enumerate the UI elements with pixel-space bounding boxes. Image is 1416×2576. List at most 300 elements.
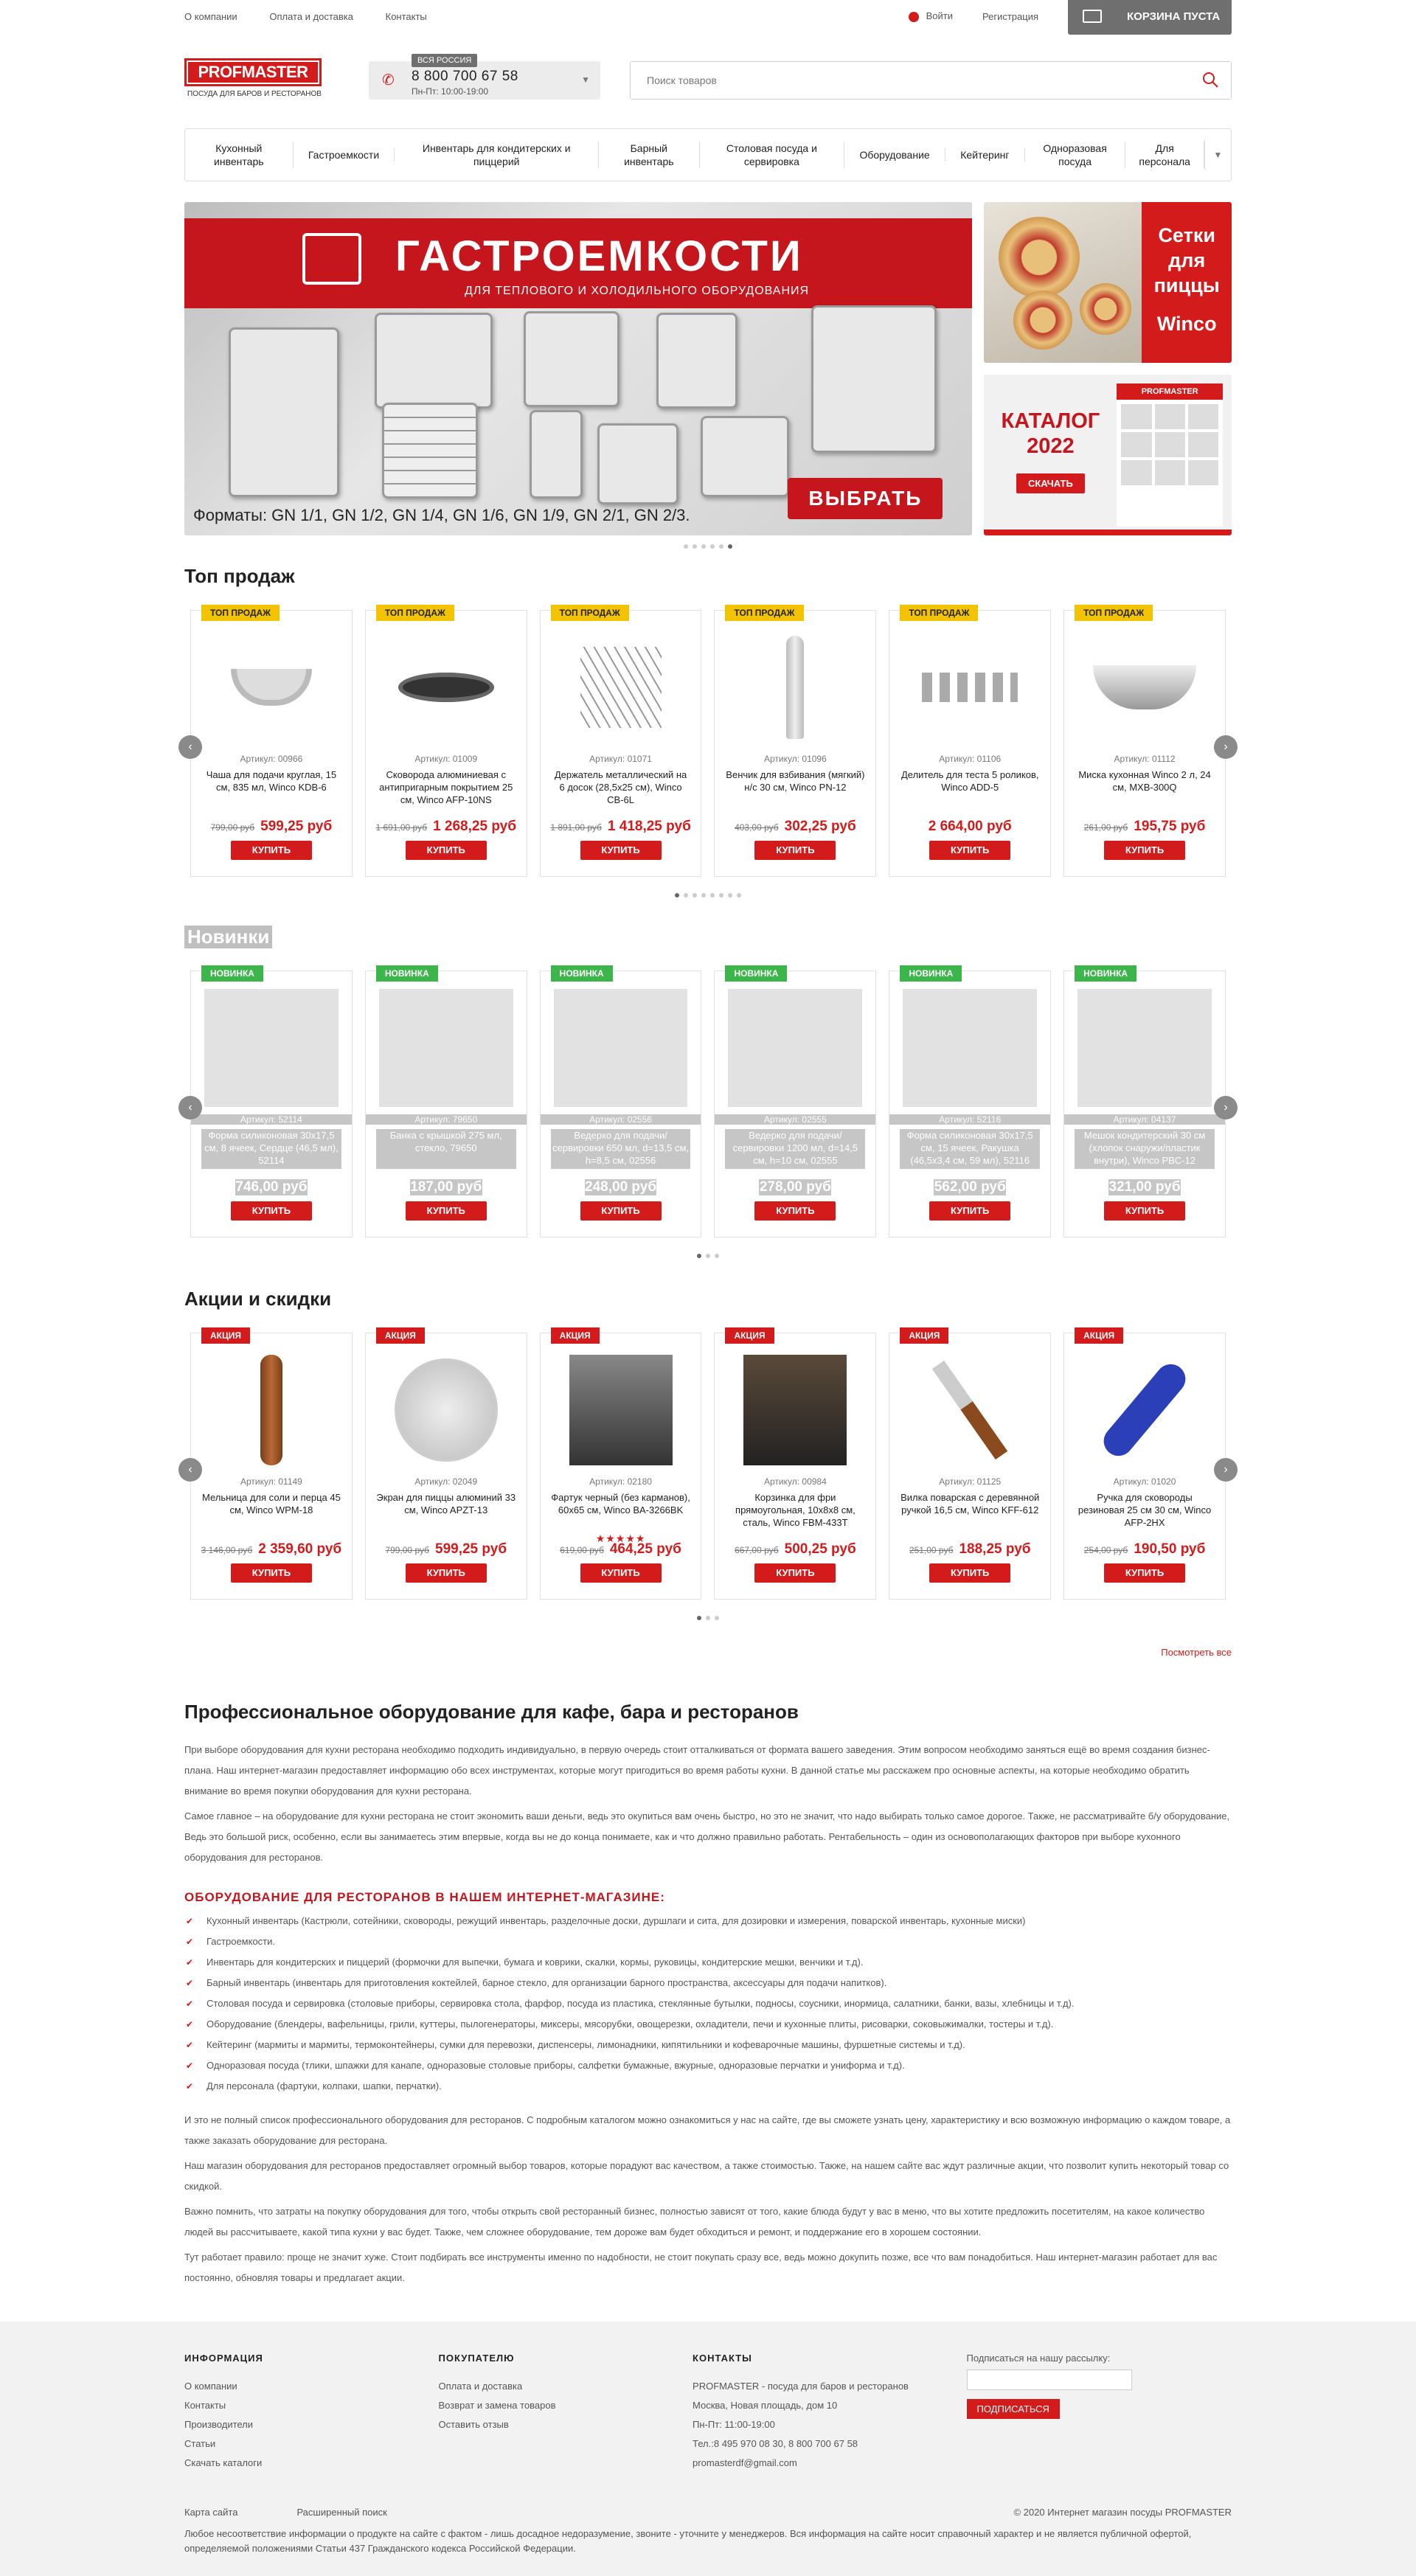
product-name[interactable]: Держатель металлический на 6 досок (28,5х25 см), Winco CB-6L (554, 769, 687, 805)
next-arrow-icon[interactable]: › (1214, 1096, 1238, 1119)
banner-subtitle: ДЛЯ ТЕПЛОВОГО И ХОЛОДИЛЬНОГО ОБОРУДОВАНИЯ (465, 285, 810, 297)
product-article: Артикул: 52114 (191, 1114, 352, 1125)
nav-more-icon[interactable]: ▼ (1204, 140, 1231, 170)
contact-line[interactable]: promasterdf@gmail.com (693, 2457, 797, 2468)
top-sales-row (184, 610, 1232, 877)
buy-button[interactable]: КУПИТЬ (406, 841, 487, 860)
dot[interactable] (710, 893, 715, 898)
dot[interactable] (701, 893, 706, 898)
product-price (889, 819, 1050, 835)
product-tag: АКЦИЯ (725, 1327, 774, 1344)
subscribe-button[interactable]: ПОДПИСАТЬСЯ (967, 2399, 1060, 2419)
current-price: 302,25 руб (784, 819, 856, 834)
product-image[interactable] (1077, 1351, 1212, 1469)
product-price (191, 1541, 352, 1558)
buy-button[interactable]: КУПИТЬ (1104, 841, 1185, 860)
product-article: Артикул: 01149 (240, 1476, 302, 1487)
product-card[interactable] (365, 1330, 527, 1600)
product-card[interactable] (889, 968, 1051, 1237)
product-card[interactable] (714, 610, 876, 877)
about-paragraph: Важно помнить, что затраты на покупку оборудования для того, чтобы открыть свой ресторанный бизнес, полностью зависят от того, какие блюда будут у вас в меню, что вы хотите предложить посетителям, на какое количество людей вы рассчитываете, какой типа кухни у вас будет. Также, чем сложнее оборудование, тем дороже вам будет обходиться и ремонт, и поддержание его в хорошем состоянии. (184, 2206, 1205, 2237)
phone-block[interactable] (369, 56, 600, 100)
product-name[interactable]: Фартук черный (без карманов), 60х65 см, Winco BA-3266BK (551, 1492, 690, 1516)
product-image[interactable] (204, 1351, 339, 1469)
product-price (410, 1179, 482, 1195)
login-label: Войти (926, 10, 953, 22)
product-tag: АКЦИЯ (376, 1327, 425, 1344)
product-card[interactable] (714, 1330, 876, 1600)
product-price (1064, 819, 1225, 835)
product-tag: ТОП ПРОДАЖ (551, 605, 629, 621)
nav-catering[interactable]: Кейтеринг (945, 148, 1025, 162)
product-article: Артикул: 01112 (1114, 754, 1176, 764)
promo-pizza-screens[interactable] (984, 202, 1232, 363)
dot[interactable] (693, 893, 697, 898)
buy-button[interactable]: КУПИТЬ (580, 1563, 662, 1583)
about-title: Профессиональное оборудование для кафе, бара и ресторанов (184, 1701, 799, 1723)
current-price: 500,25 руб (784, 1541, 856, 1557)
nav-equipment[interactable]: Оборудование (844, 148, 945, 162)
product-tag: АКЦИЯ (551, 1327, 600, 1344)
product-tag: НОВИНКА (725, 965, 787, 982)
product-card[interactable] (540, 610, 702, 877)
product-article: Артикул: 79650 (366, 1114, 527, 1125)
buy-button[interactable]: КУПИТЬ (231, 841, 312, 860)
current-price: 321,00 руб (1108, 1179, 1181, 1195)
list-item: ✔ Для персонала (фартуки, колпаки, шапки, перчатки). (184, 2076, 1232, 2097)
product-card[interactable] (1063, 968, 1226, 1237)
product-article: Артикул: 04137 (1064, 1114, 1225, 1125)
about-paragraph: Самое главное – на оборудование для кухни ресторана не стоит экономить ваши деньги, ведь это окупиться вам очень быстро, но это не значит, что надо выбирать только самое дорогое. Также, не рассматривайте б/у оборудование, Ведь это большой риск, особенно, если вы занимаетесь этим впервые, когда вы не до конца понимаете, как и что должно правильно работать. Рентабельность – один из основополагающих факторов при выборе кухонного оборудования для ресторанов. (184, 1811, 1230, 1863)
logo-tagline: ПОСУДА ДЛЯ БАРОВ И РЕСТОРАНОВ (187, 90, 322, 98)
search-input[interactable] (631, 62, 1231, 99)
product-name[interactable]: Чаша для подачи круглая, 15 см, 835 мл, Winco KDB-6 (206, 769, 337, 793)
dot[interactable] (719, 893, 723, 898)
product-tag: ТОП ПРОДАЖ (900, 605, 978, 621)
product-image[interactable] (379, 1351, 513, 1469)
product-article: Артикул: 00984 (764, 1476, 827, 1487)
pan-image (229, 327, 339, 497)
product-price (934, 1179, 1006, 1195)
prev-arrow-icon[interactable]: ‹ (178, 1458, 202, 1482)
product-name[interactable]: Корзинка для фри прямоугольная, 10х8х8 см, сталь, Winco FBM-433T (735, 1492, 856, 1528)
buy-button[interactable]: КУПИТЬ (231, 1563, 312, 1583)
product-tag: НОВИНКА (201, 965, 263, 982)
dot-active[interactable] (728, 544, 732, 549)
rating-stars: ★★★★★ (595, 1532, 646, 1544)
product-image[interactable] (903, 1351, 1037, 1469)
dot[interactable] (737, 893, 741, 898)
cart-icon (1083, 10, 1102, 23)
product-name[interactable]: Сковорода алюминиевая с антипригарным покрытием 25 см, Winco AFP-10NS (379, 769, 513, 805)
product-card[interactable] (714, 968, 876, 1237)
dot[interactable] (684, 893, 688, 898)
footer-info (184, 2353, 439, 2473)
product-price (541, 819, 701, 835)
sale-row (184, 1330, 1232, 1600)
product-name[interactable]: Ведерко для подачи/сервировки 650 мл, d=13,5 см, h=8,5 см, 02556 (551, 1129, 691, 1169)
old-price: 619,00 руб (560, 1545, 604, 1555)
prev-arrow-icon[interactable]: ‹ (178, 1096, 202, 1119)
equipment-list (184, 1911, 1232, 2097)
product-image[interactable] (728, 1351, 862, 1469)
download-catalog-button[interactable]: СКАЧАТЬ (1016, 473, 1085, 493)
product-price (715, 819, 875, 835)
advanced-search-link[interactable]: Расширенный поиск (296, 2507, 387, 2518)
register-link[interactable]: Регистрация (982, 10, 1038, 22)
buy-button[interactable]: КУПИТЬ (1104, 1563, 1185, 1583)
footer-buyer (439, 2353, 693, 2473)
product-image[interactable] (1077, 628, 1212, 746)
footer-link[interactable]: Возврат и замена товаров (438, 2400, 556, 2411)
banner-formats: Форматы: GN 1/1, GN 1/2, GN 1/4, GN 1/6, GN 1/9, GN 2/1, GN 2/3. (193, 506, 690, 524)
product-tag: ТОП ПРОДАЖ (376, 605, 454, 621)
cart-button[interactable] (1068, 0, 1232, 35)
top-links (184, 11, 457, 22)
next-arrow-icon[interactable]: › (1214, 735, 1238, 759)
product-card[interactable] (1063, 610, 1226, 877)
new-row (184, 968, 1232, 1237)
phone-number: 8 800 700 67 58 (412, 69, 518, 84)
product-tag: НОВИНКА (551, 965, 613, 982)
footer-bottom (184, 2507, 1232, 2518)
product-tag: НОВИНКА (1075, 965, 1136, 982)
promo1-text (1142, 202, 1232, 363)
product-name[interactable]: Форма силиконовая 30х17,5 см, 8 ячеек, Сердце (46,5 мл), 52114 (201, 1129, 341, 1169)
product-article: Артикул: 01020 (1113, 1476, 1176, 1487)
current-price: 2 359,60 руб (258, 1541, 342, 1557)
pan-image (530, 410, 583, 499)
promo-catalog[interactable] (984, 375, 1232, 535)
buy-button[interactable]: КУПИТЬ (1104, 1201, 1185, 1221)
contact-line: Пн-Пт: 11:00-19:00 (693, 2419, 775, 2430)
current-price: 599,25 руб (435, 1541, 507, 1557)
catalog-year: 2022 (1027, 434, 1075, 458)
footer-link[interactable]: Статьи (184, 2438, 216, 2449)
product-price (541, 1541, 701, 1558)
old-price: 254,00 руб (1083, 1545, 1128, 1555)
current-price: 746,00 руб (235, 1179, 308, 1195)
sale-dots (184, 1616, 1232, 1620)
product-image[interactable] (728, 989, 862, 1107)
product-card[interactable] (889, 610, 1051, 877)
region-badge: ВСЯ РОССИЯ (412, 54, 477, 67)
dot[interactable] (701, 544, 706, 549)
banner-dots (184, 544, 1232, 549)
buy-button[interactable]: КУПИТЬ (406, 1201, 487, 1221)
footer-link[interactable]: Оплата и доставка (438, 2381, 523, 2392)
current-price: 464,25 руб (609, 1541, 681, 1557)
dot-active[interactable] (697, 1254, 701, 1258)
current-price: 562,00 руб (934, 1179, 1006, 1195)
old-price: 1 691,00 руб (375, 822, 428, 833)
category-nav (184, 128, 1232, 181)
product-article: Артикул: 52116 (889, 1114, 1050, 1125)
footer-heading: ИНФОРМАЦИЯ (184, 2353, 263, 2364)
new-title: Новинки (184, 926, 272, 948)
buy-button[interactable]: КУПИТЬ (580, 841, 662, 860)
product-name[interactable]: Мешок кондитерский 30 см (хлопок снаружи/пластик внутри), Winco PBC-12 (1075, 1129, 1215, 1169)
product-image[interactable] (1077, 989, 1212, 1107)
search-box (630, 61, 1232, 100)
footer-link[interactable]: Контакты (184, 2400, 226, 2411)
buy-button[interactable]: КУПИТЬ (231, 1201, 312, 1221)
product-image[interactable] (554, 989, 688, 1107)
product-price (889, 1541, 1050, 1558)
current-price: 195,75 руб (1134, 819, 1206, 834)
contact-line: PROFMASTER - посуда для баров и ресторанов (693, 2381, 909, 2392)
product-tag: АКЦИЯ (900, 1327, 948, 1344)
subscribe-label: Подписаться на нашу рассылку: (966, 2353, 1111, 2364)
catalog-preview (1117, 383, 1223, 527)
product-card[interactable] (1063, 1330, 1226, 1600)
product-article: Артикул: 02555 (715, 1114, 875, 1125)
product-tag: НОВИНКА (376, 965, 438, 982)
product-image[interactable] (204, 628, 339, 746)
product-price (235, 1179, 308, 1195)
top-sales-title: Топ продаж (184, 565, 295, 587)
current-price: 248,00 руб (585, 1179, 657, 1195)
dot[interactable] (728, 893, 732, 898)
product-price (1108, 1179, 1181, 1195)
top-bar (0, 0, 1416, 32)
product-image[interactable] (903, 628, 1037, 746)
list-item: ✔ Кухонный инвентарь (Кастрюли, сотейники, сковороды, режущий инвентарь, разделочные доски, дуршлаги и сита, для дозировки и измерения, поварской инвентарь, кухонные миски) (184, 1911, 1232, 1931)
product-price (366, 1541, 527, 1558)
dot[interactable] (715, 1254, 719, 1258)
current-price: 1 268,25 руб (433, 819, 516, 834)
dot[interactable] (715, 1616, 719, 1620)
product-name[interactable]: Мельница для соли и перца 45 см, Winco WPM-18 (201, 1492, 341, 1516)
dot[interactable] (706, 1616, 710, 1620)
product-name[interactable]: Делитель для теста 5 роликов, Winco ADD-5 (900, 769, 1039, 793)
product-name[interactable]: Миска кухонная Winco 2 л, 24 см, MXB-300Q (1078, 769, 1211, 793)
dot[interactable] (719, 544, 723, 549)
hero (184, 202, 1232, 535)
main-banner[interactable] (184, 202, 972, 535)
old-price: 1 891,00 руб (550, 822, 602, 833)
promo1-brand: Winco (1156, 313, 1217, 335)
product-price (191, 819, 352, 835)
current-price: 188,25 руб (959, 1541, 1031, 1557)
old-price: 403,00 руб (735, 822, 779, 833)
next-arrow-icon[interactable]: › (1214, 1458, 1238, 1482)
current-price: 278,00 руб (759, 1179, 831, 1195)
product-name[interactable]: Венчик для взбивания (мягкий) н/с 30 см, Winco PN-12 (726, 769, 865, 793)
copyright: © 2020 Интернет магазин посуды PROFMASTER (1013, 2507, 1232, 2518)
product-article: Артикул: 02049 (414, 1476, 478, 1487)
footer-link[interactable]: Оставить отзыв (438, 2419, 509, 2430)
pan-image (656, 313, 738, 409)
list-item: ✔ Гастроемкости. (184, 1931, 1232, 1952)
current-price: 187,00 руб (410, 1179, 482, 1195)
product-card[interactable] (190, 968, 353, 1237)
logo-text: PROFMASTER (184, 58, 322, 86)
pan-image (597, 423, 678, 504)
contact-line: Тел.:8 495 970 08 30, 8 800 700 67 58 (693, 2438, 858, 2449)
prev-arrow-icon[interactable]: ‹ (178, 735, 202, 759)
top-dots (184, 893, 1232, 898)
about-paragraph: Наш магазин оборудования для ресторанов предоставляет огромный выбор товаров, которые порадуют вас качеством, а также стоимостью. Также, на нашем сайте вас ждут различные акции, что позволит купить некоторый товар со скидкой. (184, 2160, 1229, 2192)
phone-icon: ✆ (382, 72, 395, 88)
product-name[interactable]: Ручка для сковороды резиновая 25 см 30 см, Winco AFP-2HX (1077, 1492, 1212, 1528)
catalog-title: КАТАЛОГ (1001, 409, 1100, 433)
old-price: 261,00 руб (1083, 822, 1128, 833)
current-price: 190,50 руб (1134, 1541, 1206, 1557)
nav-tableware[interactable]: Столовая посуда и сервировка (700, 142, 845, 168)
dot[interactable] (693, 544, 697, 549)
user-icon (909, 12, 919, 22)
product-card[interactable] (190, 610, 353, 877)
sitemap-link[interactable]: Карта сайта (184, 2507, 238, 2518)
buy-button[interactable]: КУПИТЬ (929, 1563, 1010, 1583)
dot-active[interactable] (697, 1616, 701, 1620)
product-price (366, 819, 527, 835)
buy-button[interactable]: КУПИТЬ (754, 1201, 836, 1221)
footer-link[interactable]: Скачать каталоги (184, 2457, 263, 2468)
product-article: Артикул: 00966 (240, 754, 303, 764)
product-article: Артикул: 01071 (589, 754, 652, 764)
product-tag: НОВИНКА (900, 965, 962, 982)
search-icon[interactable] (1201, 71, 1219, 88)
link-payment[interactable]: Оплата и доставка (269, 10, 353, 22)
product-article: Артикул: 01125 (939, 1476, 1002, 1487)
footer-link[interactable]: Производители (184, 2419, 254, 2430)
product-tag: АКЦИЯ (201, 1327, 250, 1344)
current-price: 2 664,00 руб (928, 819, 1012, 834)
catalog-preview-logo: PROFMASTER (1117, 383, 1223, 400)
cart-label: КОРЗИНА ПУСТА (1127, 10, 1221, 23)
product-card[interactable] (540, 968, 702, 1237)
product-tag: ТОП ПРОДАЖ (201, 605, 280, 621)
buy-button[interactable]: КУПИТЬ (580, 1201, 662, 1221)
dot[interactable] (684, 544, 688, 549)
nav-disposable[interactable]: Одноразовая посуда (1025, 142, 1126, 168)
new-dots (184, 1254, 1232, 1258)
banner-title: ГАСТРОЕМКОСТИ (395, 232, 803, 280)
about-paragraph: И это не полный список профессионального оборудования для ресторанов. С подробным каталогом можно ознакомиться у нас на сайте, где вы сможете узнать цену, характеристику и всю возможную информацию о каждом товаре, а также заказать оборудование для ресторана. (184, 2114, 1231, 2146)
side-promos (984, 202, 1232, 535)
product-name[interactable]: Экран для пиццы алюминий 33 см, Winco APZT-13 (376, 1492, 516, 1516)
product-card[interactable] (540, 1330, 702, 1600)
list-item: ✔ Барный инвентарь (инвентарь для приготовления коктейлей, барное стекло, для организации барного пространства, аксессуары для подачи напитков). (184, 1973, 1232, 1993)
product-image[interactable] (379, 989, 513, 1107)
footer-heading: КОНТАКТЫ (693, 2353, 752, 2364)
footer-disclaimer: Любое несоответствие информации о продукте на сайте с фактом - лишь досадное недоразумение, звоните - уточните у менеджеров. Вся информация на сайте носит справочный характер и не является публичной офертой, определяемой положениями Статьи 437 Гражданского кодекса Российской Федерации. (184, 2528, 1192, 2554)
product-card[interactable] (190, 1330, 353, 1600)
gastro-icon (302, 233, 361, 285)
promo1-line2: для (1168, 249, 1206, 271)
product-image[interactable] (554, 628, 688, 746)
old-price: 3 146,00 руб (201, 1545, 253, 1555)
about-section (184, 1701, 1232, 2288)
pan-image (382, 403, 478, 499)
dot-active[interactable] (675, 893, 679, 898)
link-contacts[interactable]: Контакты (385, 10, 427, 22)
pizza-shape (1013, 291, 1072, 350)
product-image[interactable] (728, 628, 862, 746)
sale-title: Акции и скидки (184, 1288, 332, 1310)
product-tag: АКЦИЯ (1075, 1327, 1123, 1344)
product-image[interactable] (204, 989, 339, 1107)
list-item: ✔ Кейтеринг (мармиты и мармиты, термоконтейнеры, сумки для перевозки, диспенсеры, лимонадники, кипятильники и кофеварочные машины, фуршетные системы и т.д). (184, 2035, 1232, 2055)
pizza-image (984, 202, 1142, 363)
old-price: 799,00 руб (385, 1545, 429, 1555)
buy-button[interactable]: КУПИТЬ (406, 1563, 487, 1583)
footer (0, 2322, 1416, 2576)
list-item: ✔ Одноразовая посуда (тлики, шпажки для канапе, одноразовые столовые приборы, салфетки бумажные, вжурные, одноразовые перчатки и униформа и т.д). (184, 2055, 1232, 2076)
product-article: Артикул: 02556 (541, 1114, 701, 1125)
current-price: 1 418,25 руб (607, 819, 691, 834)
buy-button[interactable]: КУПИТЬ (929, 841, 1010, 860)
product-article: Артикул: 01096 (764, 754, 827, 764)
product-image[interactable] (379, 628, 513, 746)
product-card[interactable] (889, 1330, 1051, 1600)
product-price (759, 1179, 831, 1195)
old-price: 799,00 руб (210, 822, 255, 833)
product-article: Артикул: 01009 (414, 754, 478, 764)
product-card[interactable] (365, 610, 527, 877)
nav-gastro[interactable]: Гастроемкости (294, 148, 395, 162)
old-price: 251,00 руб (909, 1545, 954, 1555)
link-about[interactable]: О компании (184, 10, 237, 22)
footer-link[interactable]: О компании (184, 2381, 237, 2392)
work-hours: Пн-Пт: 10:00-19:00 (412, 86, 489, 97)
login-link[interactable] (909, 10, 953, 22)
subscribe-email-input[interactable] (967, 2370, 1132, 2390)
about-paragraph: При выборе оборудования для кухни ресторана необходимо подходить индивидуально, в первую очередь стоит отталкиваться от формата вашего заведения. Этим вопросом необходимо заняться ещё во время создания бизнес-плана. Наш интернет-магазин предоставляет информацию обо всех инструментах, которые могут пригодиться во время работы кухни. В данной статье мы расскажем про основные аспекты, на которые необходимо обратить внимание во время покупки оборудования для кухни ресторана. (184, 1744, 1210, 1796)
catalog-preview-grid (1117, 400, 1223, 490)
contact-line: Москва, Новая площадь, дом 10 (693, 2400, 838, 2411)
product-name[interactable]: Банка с крышкой 275 мл, стекло, 79650 (376, 1129, 516, 1169)
nav-kitchen[interactable]: Кухонный инвентарь (185, 142, 294, 168)
product-name[interactable]: Ведерко для подачи/сервировки 1200 мл, d=14,5 см, h=10 см, 02555 (725, 1129, 865, 1169)
dot[interactable] (710, 544, 715, 549)
product-tag: ТОП ПРОДАЖ (725, 605, 803, 621)
buy-button[interactable]: КУПИТЬ (754, 1563, 836, 1583)
product-image[interactable] (554, 1351, 688, 1469)
product-card[interactable] (365, 968, 527, 1237)
list-item: ✔ Столовая посуда и сервировка (столовые приборы, сервировка стола, фарфор, посуда из пластика, стеклянные бутылки, подносы, соусники, инормица, салатники, банки, вазы, хлебницы и т.д). (184, 1993, 1232, 2014)
product-image[interactable] (903, 989, 1037, 1107)
list-item: ✔ Инвентарь для кондитерских и пиццерий (формочки для выпечки, бумага и коврики, скалки, кормы, руковицы, кондитерские мешки, венчики и т.д). (184, 1952, 1232, 1973)
product-article: Артикул: 01106 (939, 754, 1002, 764)
footer-contacts (693, 2353, 966, 2473)
buy-button[interactable]: КУПИТЬ (754, 841, 836, 860)
pizza-shape (1080, 283, 1131, 335)
pizza-shape (999, 217, 1080, 298)
see-all-link[interactable]: Посмотреть все (1161, 1647, 1232, 1658)
about-subtitle: ОБОРУДОВАНИЕ ДЛЯ РЕСТОРАНОВ В НАШЕМ ИНТЕРНЕТ-МАГАЗИНЕ: (184, 1890, 665, 1904)
footer-heading: ПОКУПАТЕЛЮ (438, 2353, 515, 2364)
dot[interactable] (706, 1254, 710, 1258)
product-article: Артикул: 02180 (589, 1476, 652, 1487)
nav-staff[interactable]: Для персонала (1125, 142, 1204, 168)
subscribe-block (967, 2353, 1232, 2473)
product-name[interactable]: Форма силиконовая 30х17,5 см, 15 ячеек, Ракушка (46,5х3,4 см, 59 мл), 52116 (900, 1129, 1040, 1169)
banner-select-button[interactable]: ВЫБРАТЬ (788, 478, 943, 519)
product-price (585, 1179, 657, 1195)
nav-bar[interactable]: Барный инвентарь (599, 142, 700, 168)
product-price (715, 1541, 875, 1558)
buy-button[interactable]: КУПИТЬ (929, 1201, 1010, 1221)
old-price: 667,00 руб (735, 1545, 779, 1555)
pan-image (375, 313, 493, 409)
nav-pastry[interactable]: Инвентарь для кондитерских и пиццерий (395, 142, 599, 168)
list-item: ✔ Оборудование (блендеры, вафельницы, грили, куттеры, пылогенераторы, миксеры, мясорубки, овощерезки, охладители, печи и кухонные плиты, рисоварки, соковыжималки, тостеры и т.д). (184, 2014, 1232, 2035)
logo[interactable] (184, 58, 324, 103)
product-name[interactable]: Вилка поварская с деревянной ручкой 16,5 см, Winco KFF-612 (900, 1492, 1040, 1516)
